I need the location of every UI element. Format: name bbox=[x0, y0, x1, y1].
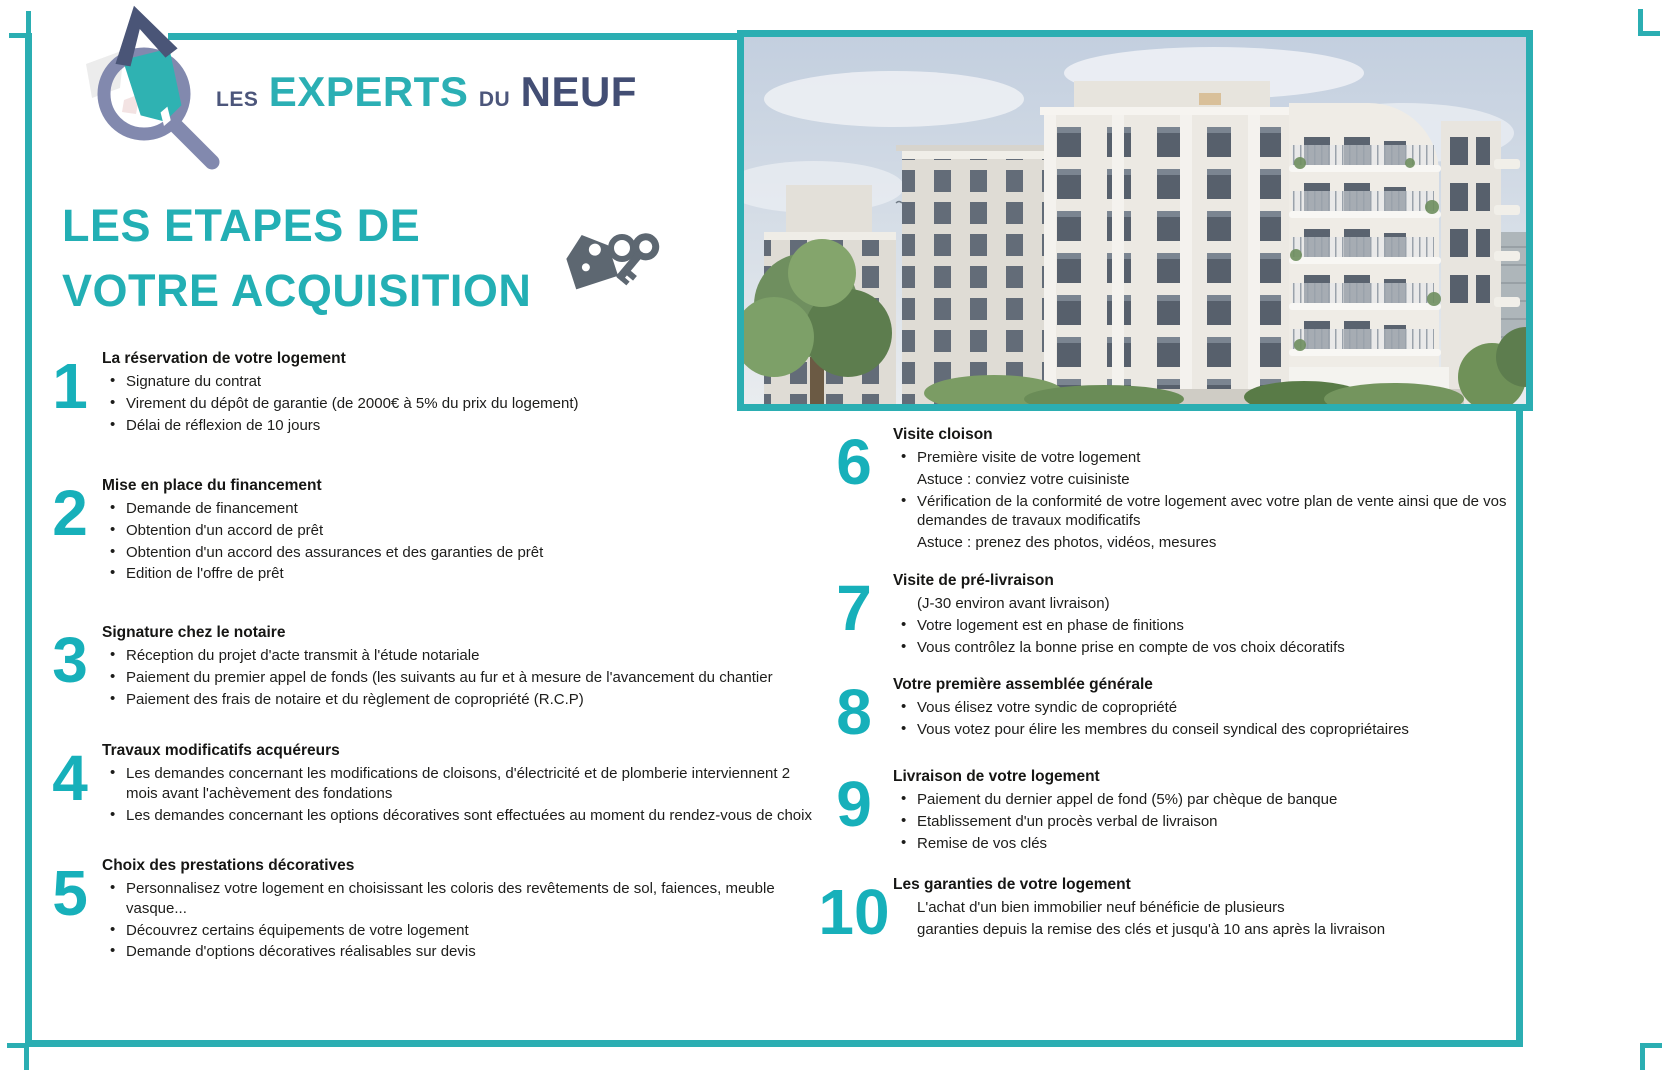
step-item-text: (J-30 environ avant livraison) bbox=[917, 595, 1110, 612]
brand-word-experts: EXPERTS bbox=[268, 68, 469, 115]
acquisition-step bbox=[38, 477, 818, 586]
steps-column-right bbox=[815, 0, 1522, 1080]
step-number: 2 bbox=[52, 477, 88, 549]
acquisition-step bbox=[38, 742, 818, 827]
step-item-text: Astuce : conviez votre cuisiniste bbox=[917, 470, 1130, 488]
step-title: Livraison de votre logement bbox=[893, 768, 1100, 785]
frame-border-left bbox=[25, 33, 32, 1047]
page-title-line1: LES ETAPES DE bbox=[62, 200, 421, 251]
step-title: Choix des prestations décoratives bbox=[102, 857, 355, 874]
step-title: Mise en place du financement bbox=[102, 477, 322, 494]
step-item-text: • Vous élisez votre syndic de copropriété bbox=[893, 698, 1522, 718]
step-items bbox=[893, 898, 1522, 940]
step-item-text: • Remise de vos clés bbox=[893, 834, 1522, 854]
step-item-text: • Personnalisez votre logement en choisissant les coloris des revêtements de sol, faiences, meuble vasque... bbox=[102, 879, 818, 919]
acquisition-step bbox=[38, 624, 818, 711]
step-number: 3 bbox=[52, 624, 88, 696]
step-title: Les garanties de votre logement bbox=[893, 876, 1131, 893]
step-items bbox=[102, 764, 818, 825]
step-items bbox=[102, 372, 818, 435]
step-items bbox=[893, 448, 1522, 553]
step-item-text: • Votre logement est en phase de finitions bbox=[893, 616, 1522, 636]
step-item-text: • Les demandes concernant les modifications de cloisons, d'électricité et de plomberie interviennent 2 mois avant l'achèvement des fondations bbox=[102, 764, 818, 804]
step-number: 8 bbox=[836, 676, 872, 748]
step-item-text: • Demande d'options décoratives réalisables sur devis bbox=[102, 942, 818, 962]
step-item-text: • Réception du projet d'acte transmit à l'étude notariale bbox=[102, 646, 818, 666]
step-number: 5 bbox=[52, 857, 88, 929]
step-number: 1 bbox=[52, 350, 88, 422]
step-item-text: • Obtention d'un accord des assurances et des garanties de prêt bbox=[102, 543, 818, 563]
steps-column-left bbox=[38, 0, 818, 1080]
step-item-text: • Paiement du premier appel de fonds (les suivants au fur et à mesure de l'avancement du chantier bbox=[102, 668, 818, 688]
acquisition-step bbox=[815, 768, 1522, 855]
step-item-text: L'achat d'un bien immobilier neuf bénéficie de plusieurs bbox=[917, 899, 1285, 916]
step-items bbox=[893, 698, 1522, 740]
step-item-text: • Etablissement d'un procès verbal de livraison bbox=[893, 812, 1522, 832]
corner-mark-top-right bbox=[1638, 9, 1660, 36]
step-items bbox=[102, 499, 818, 584]
acquisition-step bbox=[815, 572, 1522, 659]
acquisition-step bbox=[815, 876, 1522, 948]
step-item-text: • Obtention d'un accord de prêt bbox=[102, 521, 818, 541]
step-item-text: • Vous votez pour élire les membres du conseil syndical des copropriétaires bbox=[893, 720, 1522, 740]
step-items bbox=[102, 646, 818, 709]
step-title: Votre première assemblée générale bbox=[893, 676, 1153, 693]
step-items bbox=[102, 879, 818, 962]
corner-mark-bottom-left bbox=[7, 1043, 29, 1070]
step-item-text: • Paiement du dernier appel de fond (5%) par chèque de banque bbox=[893, 790, 1522, 810]
brand-word-du: DU bbox=[478, 88, 511, 111]
brand-word-neuf: NEUF bbox=[520, 68, 637, 115]
acquisition-step bbox=[38, 857, 818, 964]
step-item-text: • Signature du contrat bbox=[102, 372, 818, 392]
page-title-line2: VOTRE ACQUISITION bbox=[62, 264, 532, 316]
step-number: 4 bbox=[52, 742, 88, 814]
step-item-text: • Découvrez certains équipements de votre logement bbox=[102, 921, 818, 941]
step-item-text: garanties depuis la remise des clés et jusqu'à 10 ans après la livraison bbox=[917, 920, 1386, 938]
step-item-text: Astuce : prenez des photos, vidéos, mesures bbox=[917, 534, 1217, 552]
step-item-text: • Vérification de la conformité de votre logement avec votre plan de vente ainsi que de vos demandes de travaux modificatifs bbox=[893, 492, 1522, 532]
acquisition-step bbox=[38, 350, 818, 437]
step-title: Signature chez le notaire bbox=[102, 624, 286, 641]
brand-word-les: LES bbox=[216, 88, 259, 111]
step-item-text: • Edition de l'offre de prêt bbox=[102, 564, 818, 584]
step-item-text: • Délai de réflexion de 10 jours bbox=[102, 416, 818, 436]
step-items bbox=[893, 594, 1522, 657]
step-item-text: • Paiement des frais de notaire et du règlement de copropriété (R.C.P) bbox=[102, 690, 818, 710]
step-number: 10 bbox=[818, 876, 890, 948]
step-item-text: • Les demandes concernant les options décoratives sont effectuées au moment du rendez-vous de choix bbox=[102, 806, 818, 826]
step-items bbox=[893, 790, 1522, 853]
step-item-text: • Virement du dépôt de garantie (de 2000€ à 5% du prix du logement) bbox=[102, 394, 818, 414]
acquisition-step bbox=[815, 676, 1522, 748]
step-title: Travaux modificatifs acquéreurs bbox=[102, 742, 340, 759]
corner-mark-bottom-right bbox=[1640, 1043, 1662, 1070]
step-title: La réservation de votre logement bbox=[102, 350, 346, 367]
step-item-text: • Demande de financement bbox=[102, 499, 818, 519]
step-item-text: • Vous contrôlez la bonne prise en compte de vos choix décoratifs bbox=[893, 638, 1522, 658]
step-number: 7 bbox=[836, 572, 872, 644]
acquisition-step bbox=[815, 426, 1522, 555]
step-item-text: • Première visite de votre logement bbox=[893, 448, 1522, 468]
step-title: Visite de pré-livraison bbox=[893, 572, 1054, 589]
step-number: 9 bbox=[836, 768, 872, 840]
step-number: 6 bbox=[836, 426, 872, 498]
step-title: Visite cloison bbox=[893, 426, 993, 443]
